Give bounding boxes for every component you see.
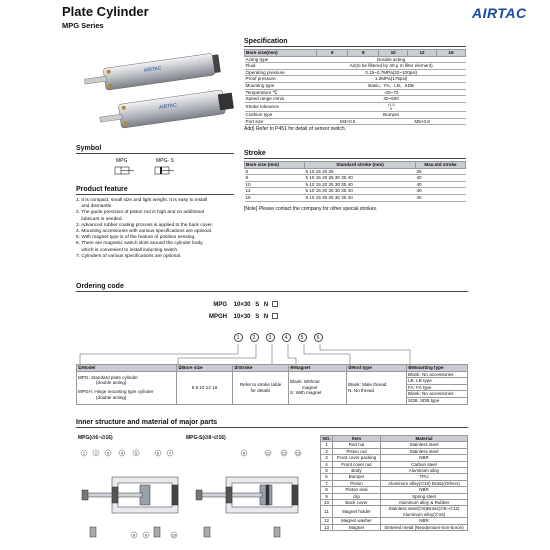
part-material: Carbon steel [381, 461, 468, 467]
spec-row [245, 63, 466, 70]
spec-row [245, 69, 466, 76]
svg-text:9: 9 [144, 532, 148, 538]
series-title: MPG Series [62, 21, 104, 30]
marker: 5 [298, 333, 307, 342]
part-material: Spring steel [381, 493, 468, 499]
order-code-mpgh [203, 313, 278, 320]
parts-col-item: Item [333, 436, 381, 442]
marker: 1 [234, 333, 243, 342]
cylinder-symbol-icon [114, 166, 136, 176]
feature-line: 6. There are magnetic switch slots around the cylinder body, [76, 241, 204, 247]
symbol-section [76, 145, 234, 181]
spec-label: Fluid [245, 63, 317, 70]
page-title: Plate Cylinder [62, 4, 149, 19]
order-col-rod: ⑤Rod type [347, 365, 407, 372]
feature-section [76, 186, 234, 260]
order-model-cell [77, 371, 177, 404]
stroke-note: [Note] Please contact the company for other special strokes. [244, 205, 378, 212]
part-no: 6 [321, 474, 333, 480]
order-code-mpg [203, 301, 278, 308]
order-size: 10×30 [233, 301, 251, 308]
part-material: Aluminum alloy(∅16) Brass(Others) [381, 480, 468, 486]
part-no: 2 [321, 448, 333, 454]
svg-text:5: 5 [134, 450, 138, 456]
feature-line: lubricant is needed. [76, 216, 123, 222]
order-bore-cell: 6 8 10 12 16 [177, 371, 233, 404]
part-material: Aluminum alloy & Rubber [381, 500, 468, 506]
part-material: Stainless steel [381, 448, 468, 454]
ordering-heading: Ordering code [76, 283, 468, 292]
feature-line: 1. It is compact, small size and light weight. It is easy to install [76, 198, 208, 203]
magnet-line: magnet [302, 384, 318, 390]
feature-line: 5. With magnet type is of the feature of position sensing. [76, 235, 196, 241]
specification-heading: Specification [244, 38, 466, 47]
spec-value: +1.0 0 [317, 102, 466, 111]
spec-label: Speed range mm/s [245, 96, 317, 103]
parts-row [321, 524, 468, 530]
specification-section [244, 38, 466, 132]
spec-value: 0.15~0.7MPa(22~100psi) [317, 69, 466, 76]
parts-row [321, 506, 468, 518]
spec-row [245, 89, 466, 96]
part-no: 3 [321, 455, 333, 461]
svg-text:1: 1 [82, 450, 86, 456]
order-leader-lines [78, 344, 470, 366]
symbol-label-mpgs: MPG- S [156, 158, 174, 164]
order-markers [230, 333, 326, 342]
rod-line: N: No thread [348, 387, 375, 393]
structure-section [76, 419, 468, 428]
part-material: NBR [381, 518, 468, 524]
part-no: 10 [321, 500, 333, 506]
svg-text:AIRTAC: AIRTAC [158, 102, 178, 111]
parts-table [320, 435, 468, 531]
part-item: Piston rod [333, 448, 381, 454]
part-item: Rod nut [333, 442, 381, 448]
feature-line: which is convenient to install inducting switch. [76, 247, 179, 253]
parts-col-material: Material [381, 436, 468, 442]
diagram-left-title: MPG(∅6~∅16) [78, 435, 113, 441]
part-item: Piston seal [333, 487, 381, 493]
part-item: Magnet holder [333, 506, 381, 518]
spec-label: Acting type [245, 56, 317, 63]
marker: 3 [266, 333, 275, 342]
svg-text:11: 11 [265, 450, 271, 456]
specification-table [244, 49, 466, 125]
order-prefix: MPGH [209, 313, 227, 320]
part-item: Front cover packing [333, 455, 381, 461]
part-material: Sintered metal (Neodymium-iron-boron) [381, 524, 468, 530]
model-line: MPGH: Hinge mounting type cylinder [78, 389, 154, 395]
part-item: clip [333, 493, 381, 499]
stroke-row [245, 175, 466, 182]
model-line: MPG: Standard plate cylinder [78, 374, 139, 380]
feature-line: 7. Cylinders of various specifications are optional. [76, 253, 182, 259]
feature-line: 3. Advanced rubber coating process is applied to the back cover. [76, 222, 214, 228]
parts-col-no: NO. [322, 436, 331, 441]
feature-line: and dismantle. [76, 204, 113, 210]
stroke-standard: 5 10 15 20 25 30 35 40 [305, 188, 416, 195]
spec-row [245, 56, 466, 63]
stroke-line: Refer to stroke table [239, 381, 282, 387]
part-item: Piston [333, 480, 381, 486]
ordering-section [76, 283, 468, 292]
spec-value: M3×0.5 [317, 118, 379, 125]
svg-text:4: 4 [120, 450, 124, 456]
part-no: 8 [321, 487, 333, 493]
svg-text:8: 8 [132, 532, 136, 538]
order-rod-cell [347, 371, 407, 404]
spec-value: 1.2MPa(175psi) [317, 76, 466, 83]
mounting-line: FA: FA type [407, 385, 467, 392]
stroke-col-bore: Bore size (mm) [245, 162, 305, 169]
part-no: 9 [321, 493, 333, 499]
spec-value: -20~70 [317, 89, 466, 96]
stroke-standard: 5 10 15 20 25 30 35 40 [305, 181, 416, 188]
mounting-line: Blank: No accessories [407, 391, 467, 398]
stroke-row [245, 188, 466, 195]
stroke-max: 40 [416, 175, 466, 182]
part-item: Bumper [333, 474, 381, 480]
order-col-bore: ②Bore size [177, 365, 233, 372]
stroke-table [244, 161, 466, 202]
stroke-standard: 5 10 15 20 25 30 35 40 [305, 194, 416, 201]
svg-text:2: 2 [94, 450, 98, 456]
stroke-max: 40 [416, 188, 466, 195]
cylinder-photo [66, 46, 236, 146]
spec-note: Add) Refer to P451 for detail of sensor switch. [244, 126, 346, 133]
part-no: 12 [321, 518, 333, 524]
part-item: Back cover [333, 500, 381, 506]
part-item: Front cover nut [333, 461, 381, 467]
part-no: 13 [321, 524, 333, 530]
ordering-table [76, 364, 468, 405]
order-col-magnet: ④Magnet [289, 365, 347, 372]
part-material: NBR [381, 487, 468, 493]
order-size: 10×30 [233, 313, 251, 320]
order-col-model: ①Model [77, 365, 177, 372]
mounting-line: LB: LB type [407, 378, 467, 385]
order-col-mounting: ⑥Mounting type [407, 365, 468, 372]
symbol-label-mpg: MPG [116, 158, 128, 164]
order-magnet-cell [289, 371, 347, 404]
spec-col-6: 6 [317, 50, 348, 57]
part-item: Magnet [333, 524, 381, 530]
order-col-stroke: ③Stroke [233, 365, 289, 372]
stroke-line: for details [250, 387, 271, 393]
part-no: 7 [321, 480, 333, 486]
stroke-max: 25 [416, 168, 466, 175]
spec-value: 30~500 [317, 96, 466, 103]
order-n: N [263, 301, 269, 308]
stroke-bore: 8 [245, 175, 305, 182]
stroke-col-standard: Standard stroke (mm) [305, 162, 416, 169]
feature-line: 4. Mounting accessories with various specifications are optional. [76, 229, 213, 235]
stroke-max: 40 [416, 194, 466, 201]
part-no: 1 [321, 442, 333, 448]
part-item: Magnet washer [333, 518, 381, 524]
svg-text:3: 3 [106, 450, 110, 456]
spec-label: Port size [245, 118, 317, 125]
stroke-section [244, 150, 466, 212]
order-prefix: MPG [213, 301, 227, 308]
spec-value: Air(to be filtered by 40 μ m filter element) [317, 63, 466, 70]
svg-text:AIRTAC: AIRTAC [143, 65, 162, 74]
svg-text:6: 6 [156, 450, 160, 456]
spec-label: Mounting type [245, 82, 317, 89]
stroke-row [245, 168, 466, 175]
order-mount-box [272, 301, 278, 307]
order-s: S [255, 301, 260, 308]
parts-table-wrap [320, 435, 468, 531]
stroke-heading: Stroke [244, 150, 466, 159]
symbol-heading: Symbol [76, 145, 234, 154]
magnet-line: Blank: Without [290, 379, 320, 385]
spec-row [245, 118, 466, 125]
part-no: 11 [321, 506, 333, 518]
spec-label: Cushion type [245, 112, 317, 119]
structure-diagrams [78, 443, 314, 543]
stroke-bore: 12 [245, 188, 305, 195]
marker: 6 [314, 333, 323, 342]
order-stroke-cell [233, 371, 289, 404]
svg-text:12: 12 [281, 450, 287, 456]
cylinder-magnet-symbol-icon [154, 166, 176, 176]
order-n: N [263, 313, 269, 320]
spec-value: Double acting [317, 56, 466, 63]
spec-value: Bumper [317, 112, 466, 119]
stroke-row [245, 194, 466, 201]
brand-logo: AIRTAC [472, 5, 527, 21]
structure-heading: Inner structure and material of major parts [76, 419, 468, 428]
stroke-max: 40 [416, 181, 466, 188]
spec-col-10: 10 [379, 50, 408, 57]
order-mounting-cell [407, 371, 468, 404]
part-no: 4 [321, 461, 333, 467]
magnet-line: S: With magnet [290, 390, 322, 396]
order-s: S [255, 313, 260, 320]
svg-text:10: 10 [171, 532, 177, 538]
part-material: Stainless steel(∅6)Brass(∅8~∅12) Aluminum alloy(∅16) [381, 506, 468, 518]
spec-label: Temperature ℃ [245, 89, 317, 96]
spec-label: Proof pressure [245, 76, 317, 83]
spec-row [245, 112, 466, 119]
spec-value: Basic、FA、LB、SDB [317, 82, 466, 89]
part-material: NBR [381, 455, 468, 461]
stroke-standard: 5 10 15 20 25 [305, 168, 416, 175]
feature-line: 2. The guide precision of piston rod is high and no additional [76, 210, 204, 216]
stroke-bore: 6 [245, 168, 305, 175]
spec-row [245, 96, 466, 103]
marker: 4 [282, 333, 291, 342]
stroke-bore: 10 [245, 181, 305, 188]
ordering-table-wrap [76, 364, 468, 405]
svg-text:13: 13 [295, 450, 301, 456]
spec-col-bore: Bore size(mm) [245, 50, 317, 57]
part-item: Body [333, 468, 381, 474]
spec-row [245, 102, 466, 111]
part-material: Aluminum alloy [381, 468, 468, 474]
spec-label: Stroke tolerance [245, 102, 317, 111]
stroke-standard: 5 10 15 20 25 30 35 40 [305, 175, 416, 182]
order-mount-box [272, 313, 278, 319]
part-material: Stainless steel [381, 442, 468, 448]
feature-heading: Product feature [76, 186, 234, 195]
rod-line: Blank: Male thread [348, 381, 387, 387]
stroke-col-max: Max.std stroke [416, 162, 466, 169]
spec-label: Operating pressure [245, 69, 317, 76]
model-line: (double acting) [96, 380, 127, 386]
stroke-row [245, 181, 466, 188]
marker: 2 [250, 333, 259, 342]
stroke-bore: 16 [245, 194, 305, 201]
mounting-line: SDB: SDB type [408, 397, 440, 403]
spec-row [245, 76, 466, 83]
spec-col-8: 8 [348, 50, 379, 57]
spec-value: M5×0.8 [379, 118, 466, 125]
part-material: TPU [381, 474, 468, 480]
model-line: (double acting) [96, 394, 127, 400]
svg-text:7: 7 [168, 450, 172, 456]
spec-row [245, 82, 466, 89]
spec-col-16: 16 [436, 50, 465, 57]
svg-text:6: 6 [242, 450, 246, 456]
part-no: 5 [321, 468, 333, 474]
mounting-line: Blank: No accessories [407, 372, 467, 379]
spec-col-12: 12 [408, 50, 437, 57]
diagram-right-title: MPG-S(∅8~∅16) [186, 435, 226, 441]
